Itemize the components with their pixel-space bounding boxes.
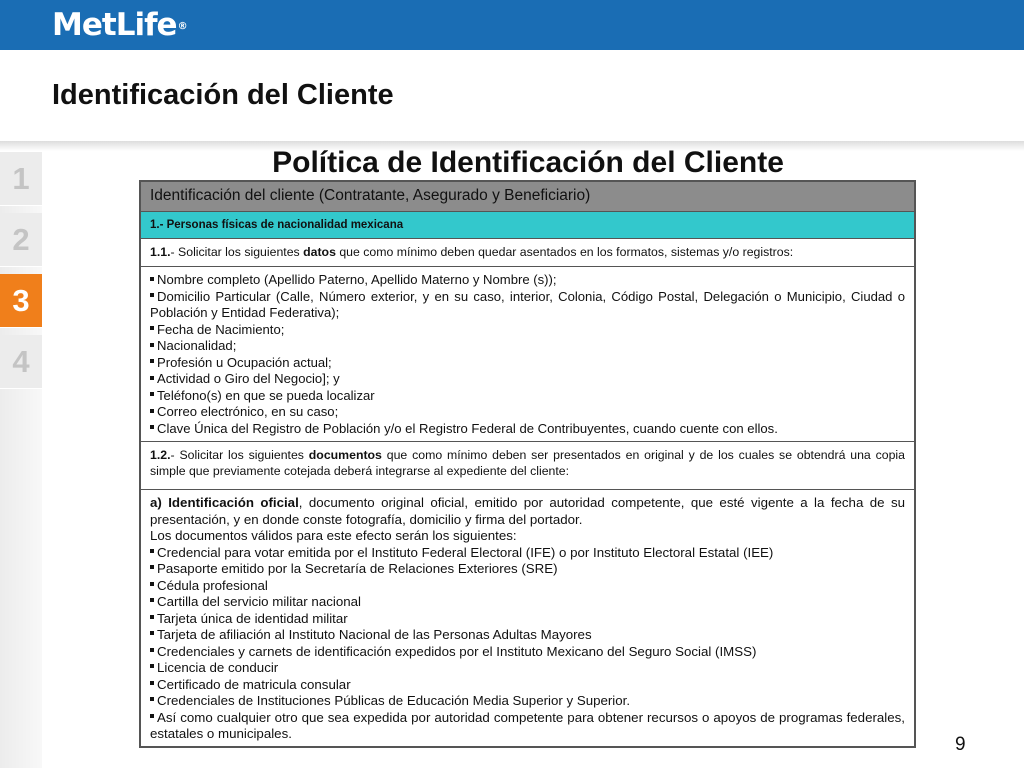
list-item: Certificado de matricula consular — [150, 677, 905, 694]
page-title: Identificación del Cliente — [52, 79, 394, 111]
id-official-paragraph — [150, 495, 905, 528]
section-1-label: 1.- Personas físicas de nacionalidad mexicana — [150, 219, 404, 231]
bullet-icon — [150, 376, 154, 380]
item-1-1-text-a: - Solicitar los siguientes — [170, 245, 304, 259]
list-item: Cédula profesional — [150, 578, 905, 595]
list-item: Fecha de Nacimiento; — [150, 322, 905, 339]
bullet-icon — [150, 648, 154, 652]
item-1-2 — [141, 442, 914, 490]
bullet-icon — [150, 392, 154, 396]
documents-list — [141, 490, 914, 748]
list-item: Nacionalidad; — [150, 338, 905, 355]
bullet-icon — [150, 697, 154, 701]
bullet-icon — [150, 359, 154, 363]
bullet-icon — [150, 714, 154, 718]
item-1-2-text-a: - Solicitar los siguientes — [170, 448, 309, 462]
item-1-2-keyword: documentos — [308, 448, 382, 462]
item-1-2-text-b: que como mínimo deben ser presentados en original y de los cuales se obtendrá una copia simple que previamente cotejada deberá integrarse al expediente del cliente: — [150, 448, 906, 478]
bullet-icon — [150, 293, 154, 297]
bullet-icon — [150, 664, 154, 668]
list-item: Cartilla del servicio militar nacional — [150, 594, 905, 611]
list-item: Clave Única del Registro de Población y/o el Registro Federal de Contribuyentes, cuando cuente con ellos. — [150, 421, 905, 438]
list-item: Credenciales y carnets de identificación expedidos por el Instituto Mexicano del Seguro Social (IMSS) — [150, 644, 905, 661]
doc-header: Identificación del cliente (Contratante, Asegurado y Beneficiario) — [141, 182, 914, 212]
list-item: Profesión u Ocupación actual; — [150, 355, 905, 372]
bullet-icon — [150, 681, 154, 685]
metlife-logo — [52, 5, 188, 45]
bullet-icon — [150, 326, 154, 330]
list-item: Credenciales de Instituciones Públicas de Educación Media Superior y Superior. — [150, 693, 905, 710]
list-item: Así como cualquier otro que sea expedida por autoridad competente para obtener recursos o apoyos de programas federales, estatales o municipales. — [150, 709, 905, 741]
list-item: Pasaporte emitido por la Secretaría de Relaciones Exteriores (SRE) — [150, 561, 905, 578]
id-official-heading: a) Identificación oficial — [150, 495, 299, 510]
bullet-icon — [150, 409, 154, 413]
policy-document — [139, 180, 916, 748]
bullet-icon — [150, 343, 154, 347]
list-item: Tarjeta de afiliación al Instituto Nacional de las Personas Adultas Mayores — [150, 627, 905, 644]
bullet-icon — [150, 565, 154, 569]
bullet-icon — [150, 582, 154, 586]
nav-item-3[interactable]: 3 — [0, 274, 42, 328]
data-list — [141, 267, 914, 442]
list-item: Tarjeta única de identidad militar — [150, 611, 905, 628]
list-item: Credencial para votar emitida por el Instituto Federal Electoral (IFE) o por Instituto Electoral Estatal (IEE) — [150, 545, 905, 562]
nav-item-2[interactable]: 2 — [0, 213, 42, 267]
section-1-header — [141, 212, 914, 239]
slide-subtitle: Política de Identificación del Cliente — [272, 146, 784, 179]
list-item: Actividad o Giro del Negocio]; y — [150, 371, 905, 388]
bullet-icon — [150, 615, 154, 619]
item-1-2-number: 1.2. — [150, 448, 171, 462]
item-1-1-text-b: que como mínimo deben quedar asentados en los formatos, sistemas y/o registros: — [335, 245, 794, 259]
item-1-1-number: 1.1. — [150, 245, 171, 259]
bullet-icon — [150, 277, 154, 281]
list-item: Licencia de conducir — [150, 660, 905, 677]
list-item: Nombre completo (Apellido Paterno, Apellido Materno y Nombre (s)); — [150, 272, 905, 289]
slide-number: 9 — [955, 734, 966, 755]
bullet-icon — [150, 425, 154, 429]
sidebar — [0, 152, 42, 768]
list-item: Correo electrónico, en su caso; — [150, 404, 905, 421]
registered-mark: ® — [177, 21, 188, 32]
item-1-1 — [141, 239, 914, 267]
bullet-icon — [150, 631, 154, 635]
nav-item-1[interactable]: 1 — [0, 152, 42, 206]
item-1-1-keyword: datos — [303, 245, 336, 259]
list-item: Domicilio Particular (Calle, Número exterior, y en su caso, interior, Colonia, Código Postal, Delegación o Municipio, Ciudad o Población y Entidad Federativa); — [150, 288, 905, 320]
nav-item-4[interactable]: 4 — [0, 335, 42, 389]
documents-intro: Los documentos válidos para este efecto serán los siguientes: — [150, 528, 517, 543]
bullet-icon — [150, 598, 154, 602]
list-item: Teléfono(s) en que se pueda localizar — [150, 388, 905, 405]
bullet-icon — [150, 549, 154, 553]
top-bar — [0, 0, 1024, 50]
id-official-text: , documento original oficial, emitido por autoridad competente, que esté vigente a la fecha de su presentación, y en donde conste fotografía, domicilio y firma del portador. — [150, 495, 906, 527]
logo-text: MetLife — [52, 7, 177, 43]
